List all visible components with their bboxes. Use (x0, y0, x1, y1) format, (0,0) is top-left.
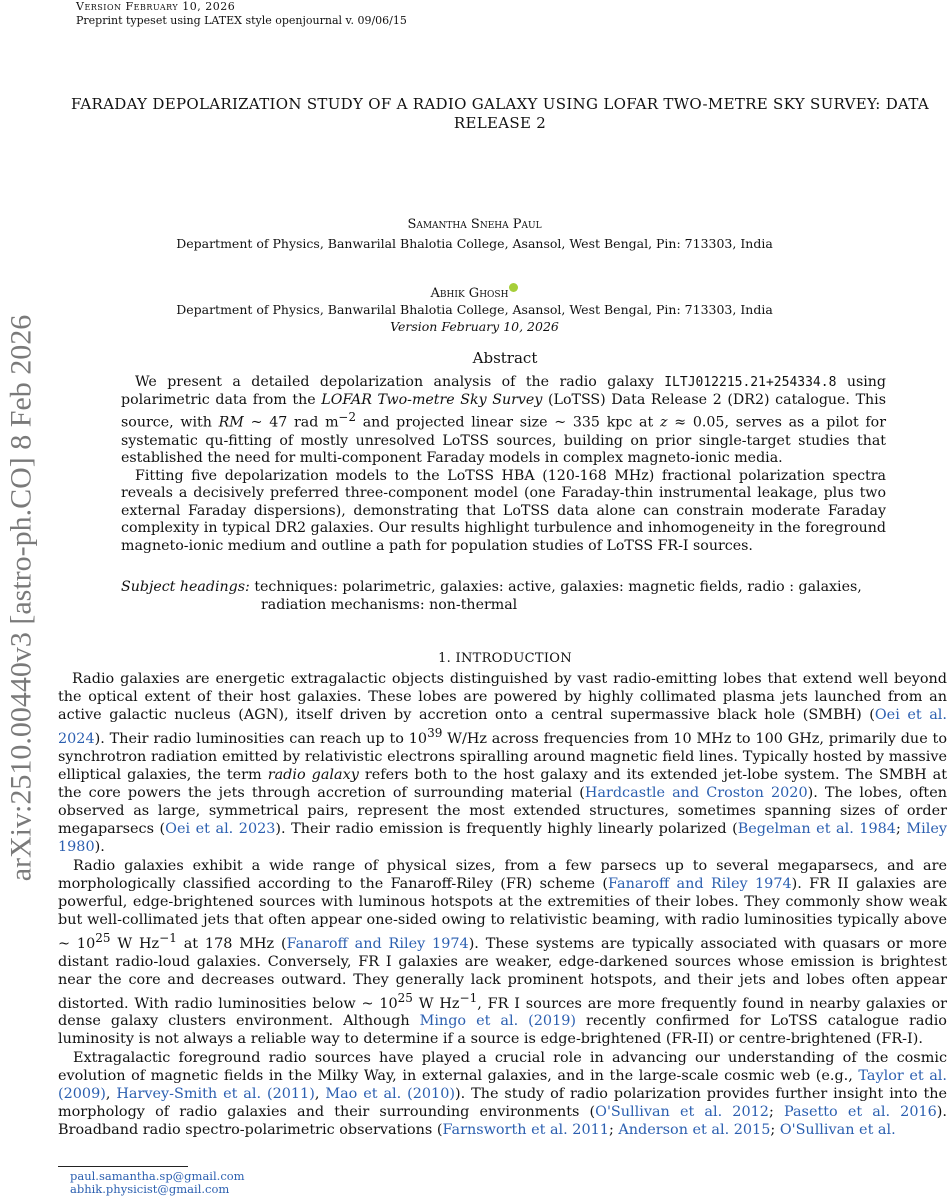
body-text (58, 670, 947, 1140)
author-affiliation: Department of Physics, Banwarilal Bhalotia College, Asansol, West Bengal, Pin: 713303, India (176, 236, 773, 251)
citation-link[interactable]: Farnsworth et al. 2011 (442, 1122, 609, 1139)
footnotes (70, 1170, 245, 1196)
subject-headings: Subject headings: techniques: polarimetric, galaxies: active, galaxies: magnetic fields, radio : galaxies, radiation mechanisms: non-thermal (121, 579, 862, 613)
source-identifier: ILTJ012215.21+254334.8 (664, 375, 837, 390)
citation-link[interactable]: Hardcastle and Croston 2020 (584, 784, 808, 801)
citation-link[interactable]: Taylor et al. (2009) (58, 1068, 947, 1103)
email-link[interactable]: abhik.physicist@gmail.com (70, 1182, 230, 1196)
author-name: Abhik Ghosh (0, 283, 949, 301)
abstract-paragraph: Fitting five depolarization models to the LoTSS HBA (120-168 MHz) fractional polarization spectra reveals a decisively preferred three-component model (one Faraday-thin instrumental leakage, plus two external Faraday dispersions), demonstrating that LoTSS data alone can constrain moderate Faraday complexity in typical DR2 galaxies. Our results highlight turbulence and inhomogeneity in the foreground magneto-ionic medium and outline a path for population studies of LoTSS FR-I sources. (121, 467, 886, 555)
paragraph: Radio galaxies are energetic extragalactic objects distinguished by vast radio-emitting lobes that extend well beyond the optical extent of their host galaxies. These lobes are powered by highly collimated plasma jets launched from an active galactic nucleus (AGN), itself driven by accretion onto a central supermassive black hole (SMBH) (Oei et al. 2024). Their radio luminosities can reach up to $10^{39}$ W/Hz across frequencies from 10 MHz to 100 GHz, primarily due to synchrotron radiation emitted by relativistic electrons spiralling around magnetic field lines. Typically hosted by massive elliptical galaxies, the term radio galaxy refers both to the host galaxy and its extended jet-lobe system. The SMBH at the core powers the jets through accretion of surrounding material (Hardcastle and Croston 2020). The lobes, often observed as large, symmetrical pairs, represent the most extended structures, sometimes spanning sizes of order megaparsecs (Oei et al. 2023). Their radio emission is frequently highly linearly polarized (Begelman et al. 1984; Miley 1980). (58, 671, 947, 855)
author-affiliation: Department of Physics, Banwarilal Bhalotia College, Asansol, West Bengal, Pin: 713303, India (176, 302, 773, 317)
citation-link[interactable]: Mao et al. (2010) (325, 1086, 455, 1103)
paragraph: Radio galaxies exhibit a wide range of physical sizes, from a few parsecs up to several megaparsecs, and are morphologically classified according to the Fanaroff-Riley (FR) scheme (Fanaroff and Riley 1974). FR II galaxies are powerful, edge-brightened sources with luminous hotspots at the extremities of their lobes. They commonly show weak but well-collimated jets that often appear one-sided owing to relativistic beaming, with radio luminosities typically above ~ $10^{25}$ W $Hz^{-1}$ at 178 MHz (Fanaroff and Riley 1974). These systems are typically associated with quasars or more distant radio-loud galaxies. Conversely, FR I galaxies are weaker, edge-darkened sources whose emission is brightest near the core and decreases outward. They generally lack prominent hotspots, and their jets and lobes often appear distorted. With radio luminosities below ~ $10^{25}$ W $Hz^{-1}$, FR I sources are more frequently found in nearby galaxies or dense galaxy clusters environment. Although Mingo et al. (2019) recently confirmed for LoTSS catalogue radio luminosity is not always a reliable way to determine if a source is edge-brightened (FR-II) or centre-brightened (FR-I). (58, 857, 947, 1048)
running-version: Version February 10, 2026 (76, 0, 236, 13)
paragraph: Extragalactic foreground radio sources have played a crucial role in advancing our understanding of the cosmic evolution of magnetic fields in the Milky Way, in external galaxies, and in the large-scale cosmic web (e.g., Taylor et al. (2009), Harvey-Smith et al. (2011), Mao et al. (2010)). The study of radio polarization provides further insight into the morphology of radio galaxies and their surrounding environments (O'Sullivan et al. 2012; Pasetto et al. 2016). Broadband radio spectro-polarimetric observations (Farnsworth et al. 2011; Anderson et al. 2015; O'Sullivan et al. (58, 1050, 948, 1139)
citation-link[interactable]: Fanaroff and Riley 1974 (286, 935, 469, 952)
arxiv-identifier[interactable]: arXiv:2510.00440v3 [astro-ph.CO] 8 Feb 2026 (4, 314, 38, 882)
footnote-divider (58, 1166, 188, 1167)
abstract-body (121, 374, 886, 556)
citation-link[interactable]: Oei et al. 2024 (58, 707, 947, 747)
citation-link[interactable]: Harvey-Smith et al. (2011) (116, 1086, 315, 1103)
abstract-heading: Abstract (472, 349, 538, 367)
citation-link[interactable]: Mingo et al. (2019) (419, 1013, 576, 1030)
abstract-paragraph: We present a detailed depolarization analysis of the radio galaxy ILTJ012215.21+254334.8 using polarimetric data from the LOFAR Two-metre Sky Survey (LoTSS) Data Release 2 (DR2) catalogue. This source, with RM ~ 47 rad $m^{-2}$ and projected linear size ~ 335 kpc at z ≈ 0.05, serves as a pilot for systematic qu-fitting of mostly unresolved LoTSS sources, building on prior single-target studies that established the need for multi-component Faraday models in complex magneto-ionic media. (121, 374, 886, 467)
email-link[interactable]: paul.samantha.sp@gmail.com (70, 1169, 245, 1183)
citation-link[interactable]: Pasetto et al. 2016 (783, 1104, 937, 1121)
citation-link[interactable]: Oei et al. 2023 (165, 820, 276, 837)
citation-link[interactable]: O'Sullivan et al. 2012 (595, 1104, 769, 1121)
author-name: Samantha Sneha Paul (407, 217, 542, 232)
citation-link[interactable]: Begelman et al. 1984 (737, 820, 896, 837)
version-date: Version February 10, 2026 (390, 319, 559, 334)
arxiv-stamp (4, 268, 38, 928)
subject-label: Subject headings: (121, 579, 250, 595)
citation-link[interactable]: Anderson et al. 2015 (618, 1122, 771, 1139)
orcid-icon[interactable] (509, 283, 518, 292)
citation-link[interactable]: Miley 1980 (58, 820, 947, 855)
citation-link[interactable]: Fanaroff and Riley 1974 (608, 875, 792, 892)
citation-link[interactable]: O'Sullivan et al. (779, 1122, 896, 1139)
survey-name: LOFAR Two-metre Sky Survey (321, 391, 543, 408)
paper-title: FARADAY DEPOLARIZATION STUDY OF A RADIO GALAXY USING LOFAR TWO-METRE SKY SURVEY: DATA RELEASE 2 (71, 95, 929, 132)
section-heading: 1. INTRODUCTION (438, 651, 572, 666)
preprint-note: Preprint typeset using LATEX style openjournal v. 09/06/15 (76, 14, 407, 27)
